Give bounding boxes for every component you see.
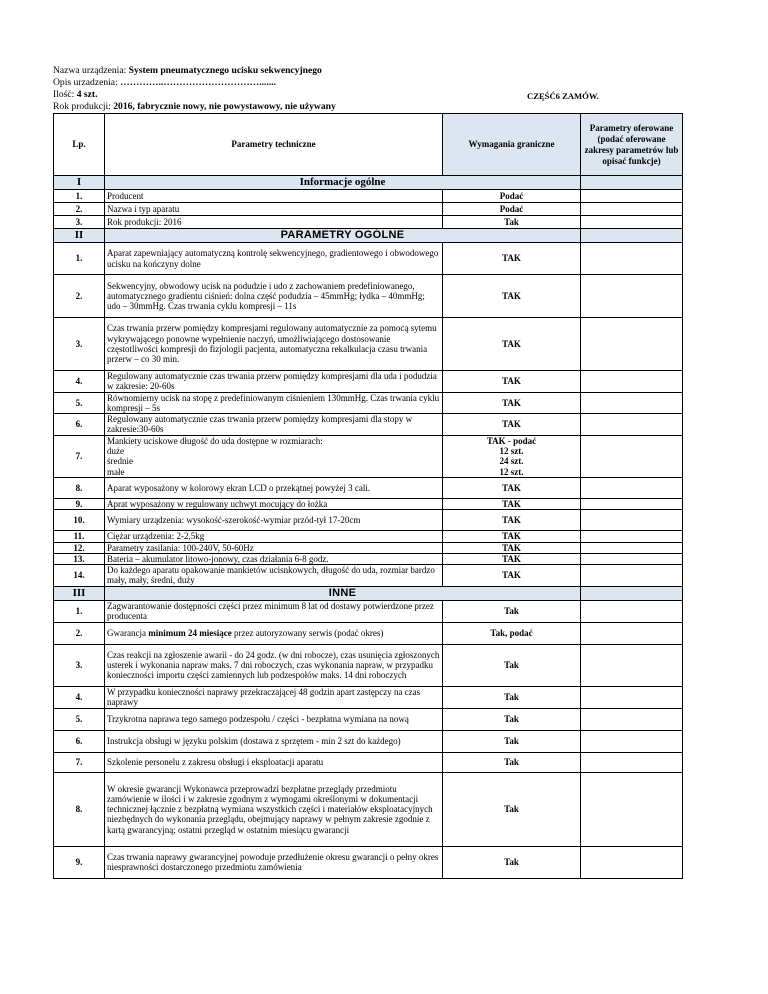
requirement-line: 12 szt.	[499, 446, 524, 457]
requirement-line: 12 szt.	[499, 466, 524, 477]
row-requirement: TAK	[443, 371, 581, 393]
specification-table	[53, 113, 683, 879]
description-value: …………..………………………….......	[120, 77, 277, 88]
section-title: Informacje ogólne	[105, 176, 581, 190]
device-name: System pneumatycznego ucisku sekwencyjnego	[128, 65, 322, 76]
description-line: Opis urzadzenia: …………..………………………….......	[53, 77, 277, 88]
row-number: 2.	[54, 203, 105, 216]
row-parameter: Czas trwania naprawy gwarancyjnej powoduje przedłużenie okresu gwarancji o pełny okres niesprawności dostarczonego przedmiotu zamówienia	[105, 846, 443, 878]
row-offered-input[interactable]	[581, 414, 683, 436]
row-requirement: TAK	[443, 318, 581, 371]
row-parameter: Nazwa i typ aparatu	[105, 203, 443, 216]
row-parameter: Trzykrotna naprawa tego samego podzespołu / części - bezpłatna wymiana na nową	[105, 708, 443, 730]
parameter-line: małe	[107, 466, 125, 477]
section-title: INNE	[105, 586, 581, 600]
row-requirement: TAK	[443, 531, 581, 542]
table-row	[54, 531, 683, 542]
row-number: 3.	[54, 216, 105, 229]
row-parameter: Czas reakcji na zgłoszenie awarii - do 24 godz. (w dni robocze), czas usunięcia zgłoszonych usterek i wykonania napraw maks. 7 dni roboczych, czas wykonania napraw, w przypadku konieczności importu części zamiennych lub podzespołów maks. 14 dni roboczych	[105, 644, 443, 686]
row-offered-input[interactable]	[581, 392, 683, 414]
parameter-line: średnie	[107, 456, 133, 467]
table-row	[54, 318, 683, 371]
row-number: 9.	[54, 498, 105, 509]
row-offered-input[interactable]	[581, 752, 683, 772]
row-parameter	[105, 622, 443, 644]
row-requirement: TAK	[443, 542, 581, 553]
row-parameter: Parametry zasilania: 100-240V, 50-60Hz	[105, 542, 443, 553]
row-number: 14.	[54, 565, 105, 587]
row-parameter: Czas trwania przerw pomiędzy kompresjami regulowany automatycznie za pomocą sytemu wykrywającego ponowne wypełnienie naczyń, umożliwiającego dostosowanie częstotliwości kompresji do fizjologii pacjenta, automatyczna rekalkulacja czasu trwania przerw – co 30 min.	[105, 318, 443, 371]
row-requirement: Tak, podać	[443, 622, 581, 644]
table-row	[54, 216, 683, 229]
row-requirement: Podać	[443, 203, 581, 216]
section-number: I	[54, 176, 105, 190]
row-requirement: TAK	[443, 275, 581, 318]
section-offered-cell	[581, 586, 683, 600]
section-offered-cell	[581, 176, 683, 190]
row-number: 1.	[54, 243, 105, 275]
row-number: 2.	[54, 622, 105, 644]
table-row	[54, 708, 683, 730]
row-parameter: W przypadku konieczności naprawy przekraczającej 48 godzin apart zastępczy na czas naprawy	[105, 686, 443, 708]
production-year-line: Rok produkcji: 2016, fabrycznie nowy, nie powystawowy, nie używany	[53, 101, 336, 112]
row-requirement: TAK	[443, 565, 581, 587]
quantity-value: 4 szt.	[76, 89, 98, 100]
row-parameter: Aparat zapewniający automatyczną kontrolę sekwencyjnego, gradientowego i obwodowego ucisku na kończyny dolne	[105, 243, 443, 275]
row-parameter	[105, 435, 443, 477]
table-row	[54, 371, 683, 393]
row-requirement	[443, 435, 581, 477]
row-requirement: Tak	[443, 686, 581, 708]
table-row	[54, 686, 683, 708]
row-number: 7.	[54, 435, 105, 477]
row-offered-input[interactable]	[581, 190, 683, 203]
row-offered-input[interactable]	[581, 644, 683, 686]
row-parameter: Producent	[105, 190, 443, 203]
row-parameter: Regulowany automatycznie czas trwania przerw pomiędzy kompresjami dla stopy w zakresie:30-60s	[105, 414, 443, 436]
row-offered-input[interactable]	[581, 275, 683, 318]
table-row	[54, 846, 683, 878]
parameter-line: duże	[107, 446, 124, 457]
row-requirement: Podać	[443, 190, 581, 203]
row-number: 2.	[54, 275, 105, 318]
row-number: 6.	[54, 414, 105, 436]
row-parameter: Bateria – akumulator litowo-jonowy, czas działania 6-8 godz.	[105, 553, 443, 564]
table-row	[54, 190, 683, 203]
row-offered-input[interactable]	[581, 203, 683, 216]
row-offered-input[interactable]	[581, 216, 683, 229]
row-parameter: Wymiary urządzenia: wysokość-szerokość-wymiar przód-tył 17-20cm	[105, 510, 443, 531]
table-row	[54, 553, 683, 564]
column-header-required: Wymagania graniczne	[443, 114, 581, 176]
row-parameter: W okresie gwarancji Wykonawca przeprowadzi bezpłatne przeglądy przedmiotu zamówienie w ilości i w zakresie zgodnym z wymogami określonymi w dokumentacji technicznej łącznie z bezpłatną wymiana wszystkich części i materiałów eksploatacyjnych niezbędnych do wykonania przeglądu, obejmujący naprawy w pełnym zakresie zgodnie z kartą gwarancyjną; ostatni przegląd w ostatnim miesiącu gwarancji	[105, 772, 443, 846]
row-offered-input[interactable]	[581, 318, 683, 371]
row-parameter: Do każdego aparatu opakowanie mankietów ucisnkowych, długość do uda, rozmiar bardzo mały, mały, średni, duży	[105, 565, 443, 587]
table-row	[54, 275, 683, 318]
row-offered-input[interactable]	[581, 772, 683, 846]
device-name-line: Nazwa urządzenia: System pneumatycznego ucisku sekwencyjnego	[53, 65, 322, 76]
row-requirement: Tak	[443, 644, 581, 686]
column-header-offered: Parametry oferowane (podać oferowane zakresy parametrów lub opisać funkcje)	[581, 114, 683, 176]
row-offered-input[interactable]	[581, 531, 683, 542]
section-offered-cell	[581, 229, 683, 243]
parameter-line: Mankiety uciskowe długość do uda dostępne w rozmiarach:	[107, 435, 323, 446]
row-parameter: Równomierny ucisk na stopę z predefiniowanym ciśnieniem 130mmHg. Czas trwania cyklu kompresji – 5s	[105, 392, 443, 414]
row-requirement: TAK	[443, 243, 581, 275]
row-offered-input[interactable]	[581, 243, 683, 275]
column-header-params: Parametry techniczne	[105, 114, 443, 176]
table-header-row	[54, 114, 683, 176]
section-number: III	[54, 586, 105, 600]
table-row	[54, 565, 683, 587]
parameter-text-bold: minimum 24 miesiące	[148, 628, 232, 639]
section-number: II	[54, 229, 105, 243]
row-requirement: Tak	[443, 600, 581, 622]
row-number: 7.	[54, 752, 105, 772]
row-parameter: Sekwencyjny, obwodowy ucisk na podudzie i udo z zachowaniem predefiniowanego, automatycznego gradientu ciśnień: dolna część podudzia – 45mmHg; łydka – 40mmHg; udo – 30mmHg. Czas trwania cyklu kompresji – 11s	[105, 275, 443, 318]
row-requirement: TAK	[443, 553, 581, 564]
row-offered-input[interactable]	[581, 477, 683, 498]
table-row	[54, 414, 683, 436]
row-offered-input[interactable]	[581, 730, 683, 752]
part-label: CZĘŚĆ6 ZAMÓW.	[527, 91, 599, 101]
column-header-lp: Lp.	[54, 114, 105, 176]
table-row	[54, 752, 683, 772]
row-requirement: Tak	[443, 730, 581, 752]
row-offered-input[interactable]	[581, 553, 683, 564]
parameter-text-pre: Gwarancja	[107, 628, 149, 639]
row-requirement: TAK	[443, 392, 581, 414]
table-row	[54, 772, 683, 846]
row-requirement: Tak	[443, 772, 581, 846]
row-number: 8.	[54, 772, 105, 846]
row-offered-input[interactable]	[581, 600, 683, 622]
row-number: 13.	[54, 553, 105, 564]
table-row	[54, 243, 683, 275]
row-offered-input[interactable]	[581, 686, 683, 708]
table-row	[54, 644, 683, 686]
table-row	[54, 510, 683, 531]
parameter-text-post: przez autoryzowany serwis (podać okres)	[231, 628, 384, 639]
row-number: 6.	[54, 730, 105, 752]
row-number: 3.	[54, 318, 105, 371]
table-row	[54, 600, 683, 622]
row-number: 3.	[54, 644, 105, 686]
table-row	[54, 730, 683, 752]
row-offered-input[interactable]	[581, 510, 683, 531]
row-offered-input[interactable]	[581, 542, 683, 553]
row-offered-input[interactable]	[581, 565, 683, 587]
row-number: 1.	[54, 600, 105, 622]
row-number: 12.	[54, 542, 105, 553]
row-number: 9.	[54, 846, 105, 878]
row-number: 1.	[54, 190, 105, 203]
row-requirement: Tak	[443, 708, 581, 730]
row-number: 11.	[54, 531, 105, 542]
row-offered-input[interactable]	[581, 371, 683, 393]
row-requirement: TAK	[443, 477, 581, 498]
row-number: 5.	[54, 392, 105, 414]
row-number: 4.	[54, 686, 105, 708]
requirement-line: 24 szt.	[499, 456, 524, 467]
row-parameter: Aprat wyposażony w regulowany uchwyt mocujący do łożka	[105, 498, 443, 509]
production-year-value: 2016, fabrycznie nowy, nie powystawowy, nie używany	[113, 101, 336, 112]
table-row	[54, 542, 683, 553]
row-offered-input[interactable]	[581, 708, 683, 730]
row-parameter: Instrukcja obsługi w języku polskim (dostawa z sprzętem - min 2 szt do każdego)	[105, 730, 443, 752]
row-requirement: TAK	[443, 510, 581, 531]
row-number: 8.	[54, 477, 105, 498]
row-offered-input[interactable]	[581, 498, 683, 509]
row-parameter: Ciężar urządzenia: 2-2,5kg	[105, 531, 443, 542]
row-offered-input[interactable]	[581, 846, 683, 878]
section-title: PARAMETRY OGÓLNE	[105, 229, 581, 243]
table-row	[54, 435, 683, 477]
row-requirement: Tak	[443, 846, 581, 878]
row-requirement: TAK	[443, 414, 581, 436]
row-parameter: Szkolenie personelu z zakresu obsługi i eksploatacji aparatu	[105, 752, 443, 772]
row-requirement: TAK	[443, 498, 581, 509]
row-number: 4.	[54, 371, 105, 393]
row-offered-input[interactable]	[581, 622, 683, 644]
section-row	[54, 229, 683, 243]
row-parameter: Zagwarantowanie dostępności części przez minimum 8 lat od dostawy potwierdzone przez producenta	[105, 600, 443, 622]
section-row	[54, 586, 683, 600]
section-row	[54, 176, 683, 190]
row-requirement: Tak	[443, 216, 581, 229]
table-row	[54, 622, 683, 644]
row-requirement: Tak	[443, 752, 581, 772]
row-number: 5.	[54, 708, 105, 730]
quantity-line: Ilość: 4 szt.	[53, 89, 98, 100]
row-offered-input[interactable]	[581, 435, 683, 477]
row-parameter: Rok produkcji: 2016	[105, 216, 443, 229]
requirement-line: TAK - podać	[486, 435, 537, 446]
table-row	[54, 392, 683, 414]
table-row	[54, 498, 683, 509]
table-row	[54, 477, 683, 498]
row-number: 10.	[54, 510, 105, 531]
row-parameter: Regulowany automatycznie czas trwania przerw pomiędzy kompresjami dla uda i podudzia w zakresie: 20-60s	[105, 371, 443, 393]
row-parameter: Aparat wyposażony w kolorowy ekran LCD o przekątnej powyżej 3 cali.	[105, 477, 443, 498]
table-row	[54, 203, 683, 216]
